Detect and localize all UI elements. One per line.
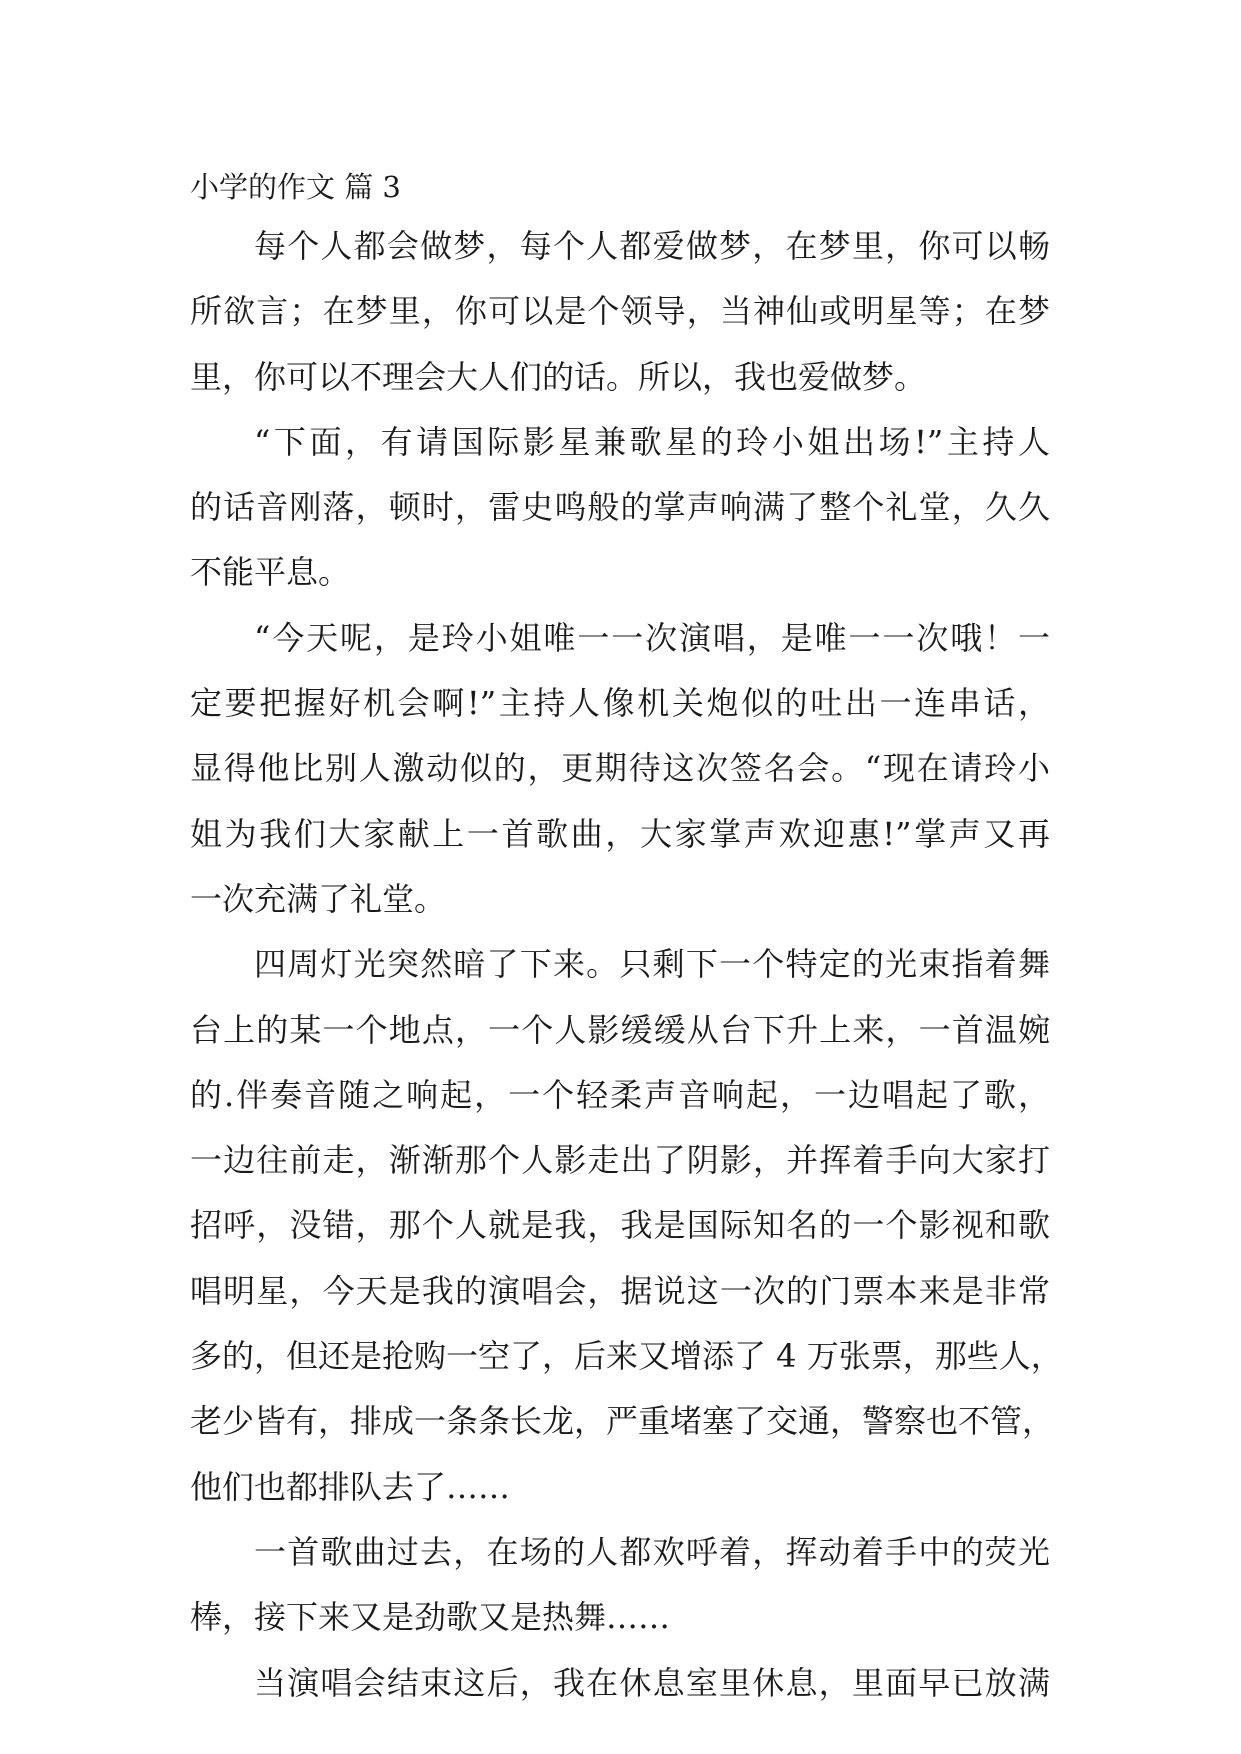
document-body — [190, 226, 1063, 1728]
text-line: 姐为我们大家献上一首歌曲，大家掌声欢迎惠!”掌声又再 — [190, 814, 1050, 853]
text-line: 唱明星，今天是我的演唱会，据说这一次的门票本来是非常 — [190, 1271, 1050, 1310]
text-line: 一边往前走，渐渐那个人影走出了阴影，并挥着手向大家打 — [190, 1141, 1050, 1180]
text-line: 所欲言；在梦里，你可以是个领导，当神仙或明星等；在梦 — [190, 292, 1050, 331]
text-line: 显得他比别人激动似的，更期待这次签名会。“现在请玲小 — [190, 749, 1050, 788]
text-line: “今天呢，是玲小姐唯一一次演唱，是唯一一次哦！一 — [254, 618, 1050, 657]
text-line: 台上的某一个地点，一个人影缓缓从台下升上来，一首温婉 — [190, 1010, 1050, 1049]
text-line: 四周灯光突然暗了下来。只剩下一个特定的光束指着舞 — [254, 945, 1050, 984]
text-line: 的.伴奏音随之响起，一个轻柔声音响起，一边唱起了歌， — [190, 1075, 1050, 1114]
text-line: 的话音刚落，顿时，雷史鸣般的掌声响满了整个礼堂，久久 — [190, 488, 1050, 527]
text-line: 棒，接下来又是劲歌又是热舞…… — [190, 1598, 671, 1637]
text-line: 一次充满了礼堂。 — [190, 879, 447, 918]
text-line: 当演唱会结束这后，我在休息室里休息，里面早已放满 — [254, 1663, 1050, 1702]
text-line: 一首歌曲过去，在场的人都欢呼着，挥动着手中的荧光 — [254, 1532, 1050, 1571]
text-line: 他们也都排队去了…… — [190, 1467, 511, 1506]
document-title: 小学的作文 篇 3 — [190, 170, 401, 204]
text-line: “下面，有请国际影星兼歌星的玲小姐出场!”主持人 — [254, 422, 1050, 461]
text-line: 里，你可以不理会大人们的话。所以，我也爱做梦。 — [190, 357, 927, 396]
text-line: 招呼，没错，那个人就是我，我是国际知名的一个影视和歌 — [190, 1206, 1050, 1245]
text-line: 定要把握好机会啊!”主持人像机关炮似的吐出一连串话， — [190, 684, 1050, 723]
text-line: 不能平息。 — [190, 553, 351, 592]
text-line: 多的，但还是抢购一空了，后来又增添了 4 万张票，那些人， — [190, 1337, 1063, 1376]
text-line: 每个人都会做梦，每个人都爱做梦，在梦里，你可以畅 — [254, 227, 1050, 265]
text-line: 老少皆有，排成一条条长龙，严重堵塞了交通，警察也不管， — [190, 1402, 1055, 1441]
